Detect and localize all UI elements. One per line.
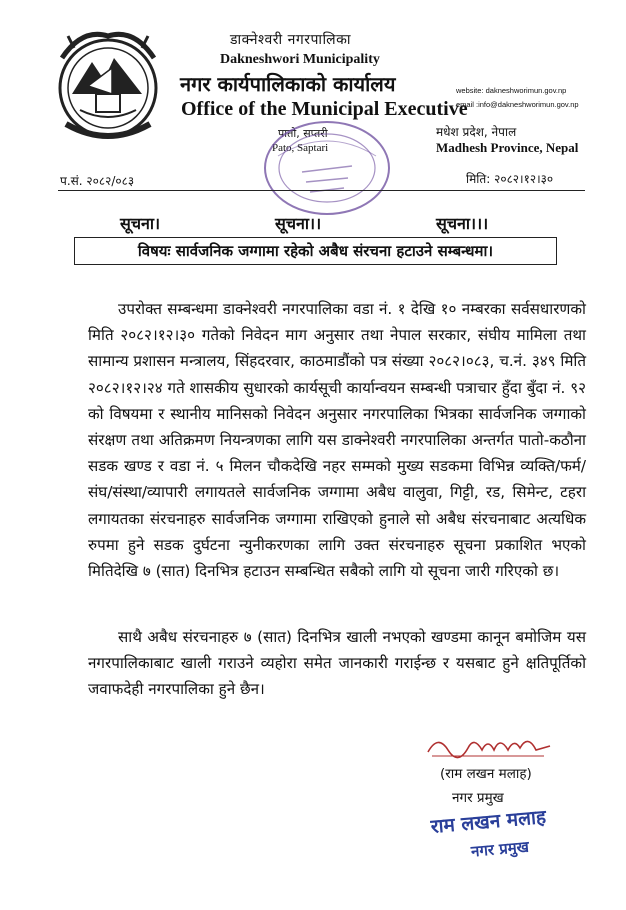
- letter-date: मिति: २०८२।१२।३०: [466, 172, 554, 186]
- municipality-name-np: डाक्नेश्वरी नगरपालिका: [230, 32, 352, 48]
- notice-label-1: सूचना।: [120, 214, 161, 233]
- signatory-name: (राम लखन मलाह): [440, 766, 532, 782]
- office-name-np: नगर कार्यपालिकाको कार्यालय: [180, 72, 396, 96]
- office-stamp: [258, 116, 396, 218]
- reference-number: प.सं. २०८२/०८३: [60, 174, 135, 188]
- contact-block: [456, 84, 579, 112]
- signature-rubber-stamp: [430, 799, 595, 875]
- email-link[interactable]: email :info@dakneshworimun.gov.np: [456, 100, 579, 109]
- header-divider: [58, 190, 585, 191]
- municipality-name-en: Dakneshwori Municipality: [220, 52, 380, 67]
- website-link[interactable]: website: dakneshworimun.gov.np: [456, 86, 567, 95]
- body-paragraph-2: साथै अबैध संरचनाहरु ७ (सात) दिनभित्र खाली नभएको खण्डमा कानून बमोजिम यस नगरपालिकाबाट खाली गराउने व्यहोरा समेत जानकारी गराईन्छ र यसबाट हुने क्षतिपूर्तिको जवाफदेही नगरपालिका हुने छैन।: [88, 628, 586, 699]
- stamp-name: राम लखन मलाह: [429, 806, 547, 838]
- nepal-government-emblem-icon: [52, 28, 164, 146]
- office-name-en: Office of the Municipal Executive: [181, 98, 468, 120]
- place-en: Pato, Saptari: [272, 142, 329, 154]
- subject-box: विषयः सार्वजनिक जग्गामा रहेको अबैध संरचना हटाउने सम्बन्धमा।: [74, 237, 557, 265]
- notice-label-2: सूचना।।: [275, 214, 322, 233]
- body-paragraph-1: उपरोक्त सम्बन्धमा डाक्नेश्वरी नगरपालिका वडा नं. १ देखि १० नम्बरका सर्वसधारणको मिति २०८२।१२।३० गतेको निवेदन माग अनुसार तथा नेपाल सरकार, संघीय मामिला तथा सामान्य प्रशासन मन्त्रालय, सिंहदरवार, काठमाडौंको पत्र संख्या २०८२।०८३, च.नं. ३४९ मिति २०८२।१२।२४ गते शासकीय सुधारको कार्यसूची कार्यान्वयन सम्बन्धी पत्राचार हुँदा बुँदा नं. ९२ को विषयमा र स्थानीय मानिसको निवेदन अनुसार नगरपालिका भित्रका सार्वजनिक जग्गाको संरक्षण तथा अतिक्रमण नियन्त्रणका लागि यस डाक्नेश्वरी नगरपालिका अन्तर्गत पातो-कठौना सडक खण्ड र वडा नं. ५ मिलन चौकदेखि नहर सम्मको मुख्य सडकमा विभिन्न व्यक्ति/फर्म/संघ/संस्था/व्यापारी लगायतले सार्वजनिक जग्गामा अबैध वालुवा, गिट्टी, रड, सिमेन्ट, टहरा लगायतका संरचनाहरु सार्वजनिक जग्गामा राखिएको हुनाले सो अबैध संरचनाबाट अत्यधिक रुपमा हुने सडक दुर्घटना न्युनीकरणका लागि उक्त संरचनाहरु सूचना प्रकाशित भएको मितिदेखि ७ (सात) दिनभित्र हटाउन सम्बन्धित सबैको लागि यो सूचना जारी गरिएको छ।: [88, 300, 586, 581]
- province-np: मधेश प्रदेश, नेपाल: [436, 125, 517, 139]
- stamp-title: नगर प्रमुख: [470, 837, 530, 861]
- signatory-title: नगर प्रमुख: [452, 790, 504, 806]
- place-np: पातो, सप्तरी: [278, 127, 328, 140]
- province-en: Madhesh Province, Nepal: [436, 140, 579, 155]
- signature-scribble: [424, 728, 554, 764]
- notice-label-3: सूचना।।।: [436, 214, 489, 233]
